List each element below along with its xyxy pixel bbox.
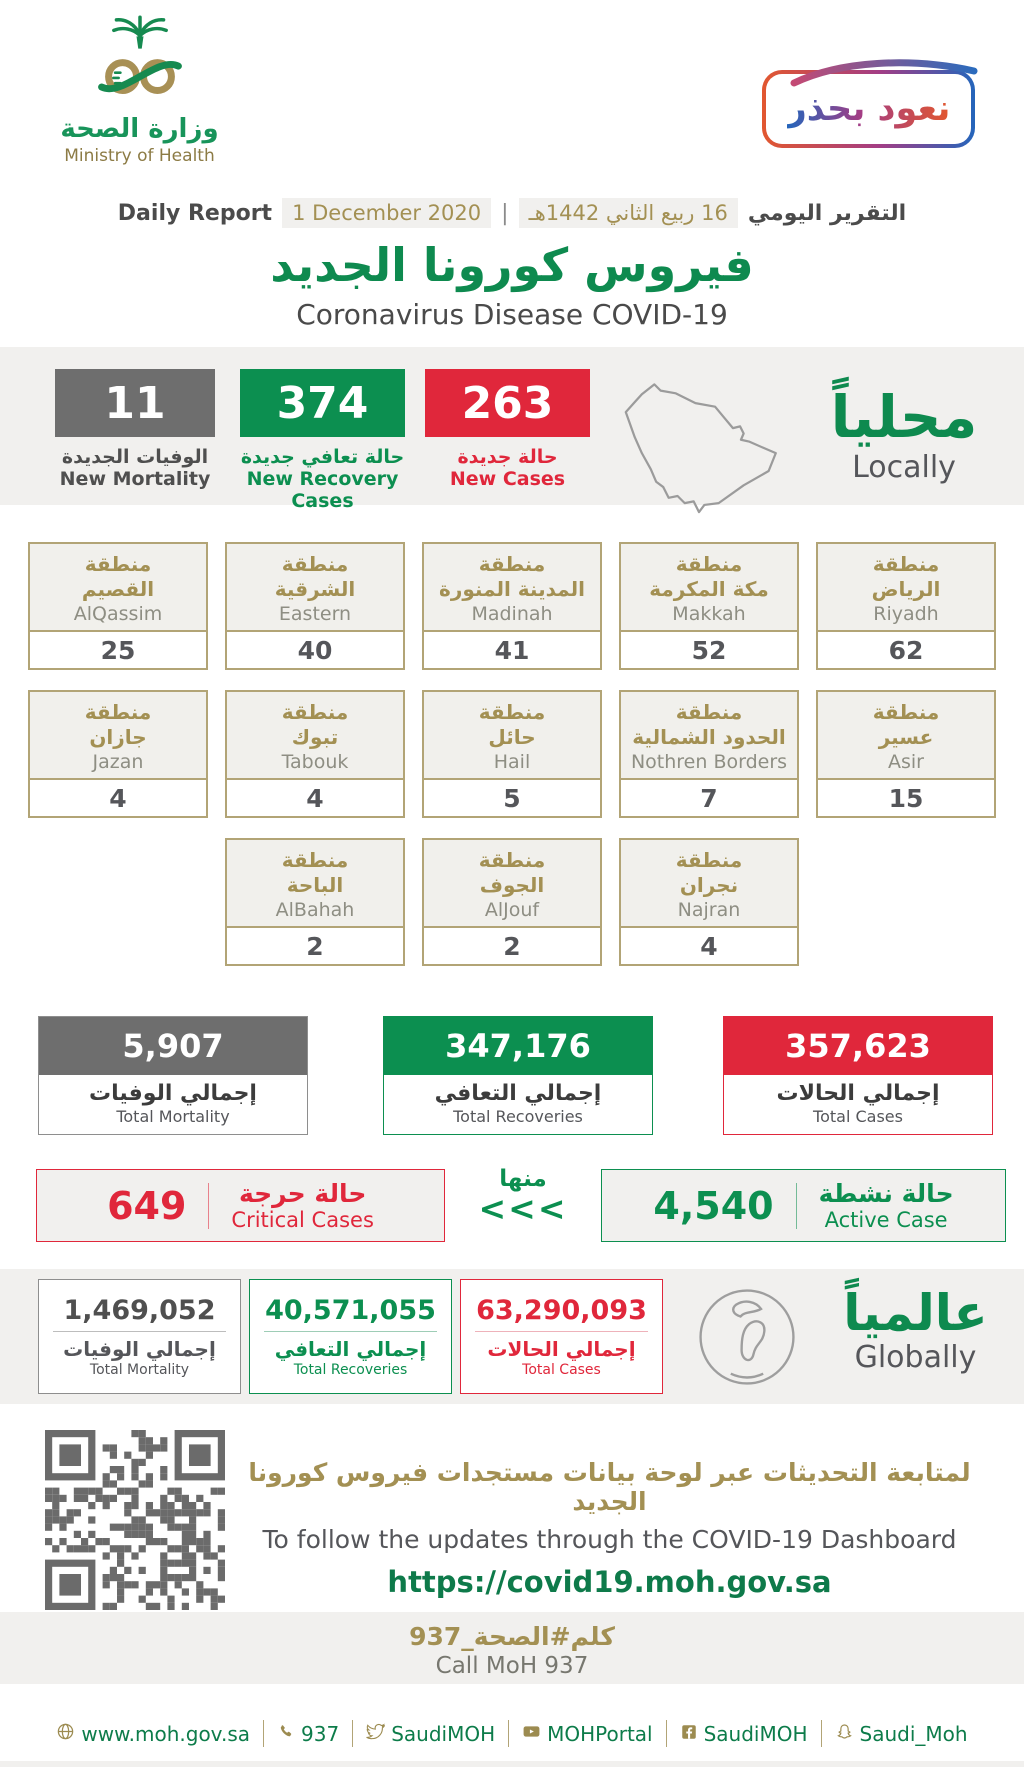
of-which-connector (445, 1166, 601, 1228)
new-mortality-label-en: New Mortality (59, 468, 211, 490)
region-card-najran (619, 838, 799, 966)
region-name-ar: نجران (679, 873, 739, 897)
globally-heading-en: Globally (854, 1339, 977, 1375)
region-card-madinah (422, 542, 602, 670)
total-mortality-label-en: Total Mortality (116, 1107, 230, 1126)
twitter-icon (366, 1722, 385, 1745)
totals-row (38, 1016, 1024, 1135)
new-mortality-stat (55, 369, 215, 490)
total-cases-label-en: Total Cases (813, 1107, 903, 1126)
region-name-ar: جازان (89, 725, 147, 749)
date-separator: | (501, 200, 509, 226)
active-cases-label-ar: حالة نشطة (818, 1179, 954, 1208)
divider (352, 1720, 353, 1747)
footer-link-youtube[interactable]: MOHPortal (522, 1722, 653, 1746)
divider (508, 1720, 509, 1747)
global-recoveries-label-en: Total Recoveries (293, 1362, 408, 1378)
total-mortality-box (38, 1016, 308, 1135)
region-prefix: منطقة (281, 552, 349, 576)
daily-report-label-en: Daily Report (117, 200, 273, 226)
new-recovery-label-ar: حالة تعافي جديدة (240, 446, 405, 468)
divider (796, 1183, 797, 1229)
divider (475, 1331, 648, 1332)
footer-link-facebook[interactable]: SaudiMOH (680, 1722, 808, 1746)
dashboard-section (45, 1430, 994, 1612)
region-cards (28, 542, 996, 966)
locally-heading-ar: محلياً (830, 383, 978, 451)
global-recoveries-label-ar: إجمالي التعافي (274, 1337, 427, 1361)
region-prefix: منطقة (84, 552, 152, 576)
total-cases-box (723, 1016, 993, 1135)
footer-link-phone[interactable]: 937 (277, 1722, 339, 1746)
region-card-jazan (28, 690, 208, 818)
dashboard-text (225, 1430, 994, 1612)
logo-name-ar: وزارة الصحة (60, 114, 219, 144)
divider (263, 1720, 264, 1747)
region-name-en: Riyadh (873, 603, 939, 625)
footer-links (0, 1684, 1024, 1747)
footer-link-website[interactable]: www.moh.gov.sa (56, 1722, 250, 1746)
new-recovery-stat (240, 369, 405, 512)
logo-name-en: Ministry of Health (64, 146, 215, 166)
region-name-en: Madinah (471, 603, 553, 625)
gregorian-date: 1 December 2020 (282, 198, 491, 228)
globe-icon (693, 1283, 801, 1395)
region-value: 25 (30, 630, 206, 668)
region-row-2 (28, 690, 996, 818)
divider (666, 1720, 667, 1747)
globally-heading (813, 1279, 1018, 1375)
region-card-aljouf (422, 838, 602, 966)
region-card-northern-borders (619, 690, 799, 818)
region-name-ar: القصيم (81, 577, 155, 601)
region-prefix: منطقة (478, 552, 546, 576)
global-cases-label-en: Total Cases (522, 1362, 601, 1378)
region-name-en: AlJouf (484, 899, 540, 921)
global-recoveries-value: 40,571,055 (265, 1295, 436, 1326)
critical-cases-label-en: Critical Cases (231, 1208, 374, 1232)
region-value: 40 (227, 630, 403, 668)
saudi-map-icon (604, 371, 794, 525)
region-card-eastern (225, 542, 405, 670)
region-row-1 (28, 542, 996, 670)
region-value: 62 (818, 630, 994, 668)
global-mortality-box (38, 1279, 241, 1394)
region-name-ar: الرياض (871, 577, 941, 601)
region-row-3 (28, 838, 996, 966)
region-card-albahah (225, 838, 405, 966)
dashboard-line-en: To follow the updates through the COVID-19 Dashboard (262, 1525, 957, 1554)
region-name-en: Eastern (278, 603, 352, 625)
total-recoveries-value: 347,176 (384, 1017, 652, 1075)
youtube-icon (522, 1722, 541, 1745)
dashboard-url-link[interactable]: https://covid19.moh.gov.sa (387, 1565, 832, 1599)
region-name-ar: تبوك (291, 725, 339, 749)
region-prefix: منطقة (281, 700, 349, 724)
region-card-riyadh (816, 542, 996, 670)
region-prefix: منطقة (675, 848, 743, 872)
region-name-en: Tabouk (281, 751, 349, 773)
global-stats-band (0, 1269, 1024, 1404)
date-row (0, 198, 1024, 228)
locally-heading-en: Locally (852, 449, 956, 485)
region-card-makkah (619, 542, 799, 670)
region-value: 5 (424, 778, 600, 816)
region-name-en: Jazan (92, 751, 144, 773)
global-cases-label-ar: إجمالي الحالات (487, 1337, 636, 1361)
return-with-caution-badge (762, 70, 975, 148)
global-cases-value: 63,290,093 (476, 1295, 647, 1326)
total-recoveries-label-ar: إجمالي التعافي (434, 1081, 602, 1106)
region-name-ar: الحدود الشمالية (632, 725, 786, 749)
region-name-ar: عسير (878, 725, 934, 749)
region-name-ar: حائل (488, 725, 536, 749)
new-cases-label-ar: حالة جديدة (457, 446, 558, 468)
badge-swoosh-icon (760, 55, 978, 91)
region-value: 7 (621, 778, 797, 816)
globally-heading-ar: عالمياً (843, 1284, 988, 1342)
region-name-en: AlQassim (73, 603, 163, 625)
divider (53, 1331, 226, 1332)
critical-cases-box (36, 1169, 445, 1242)
region-card-alqassim (28, 542, 208, 670)
region-card-asir (816, 690, 996, 818)
page-title-en: Coronavirus Disease COVID-19 (296, 298, 728, 331)
region-name-en: Makkah (672, 603, 746, 625)
region-name-en: Nothren Borders (630, 751, 788, 773)
total-recoveries-box (383, 1016, 653, 1135)
global-mortality-label-ar: إجمالي الوفيات (63, 1337, 216, 1361)
region-prefix: منطقة (281, 848, 349, 872)
header (0, 0, 1024, 172)
divider (264, 1331, 437, 1332)
dashboard-line-ar: لمتابعة التحديثات عبر لوحة بيانات مستجدات فيروس كورونا الجديد (248, 1458, 971, 1516)
footer-link-snapchat[interactable]: Saudi_Moh (835, 1722, 968, 1746)
region-card-tabouk (225, 690, 405, 818)
new-cases-value: 263 (425, 369, 590, 437)
qr-code (45, 1430, 225, 1610)
new-cases-stat (425, 369, 590, 490)
total-mortality-label-ar: إجمالي الوفيات (89, 1081, 257, 1106)
new-mortality-value: 11 (55, 369, 215, 437)
region-prefix: منطقة (84, 700, 152, 724)
region-name-ar: مكة المكرمة (649, 577, 769, 601)
call-label-en: Call MoH 937 (435, 1653, 589, 1679)
new-recovery-label-en: New Recovery Cases (246, 468, 399, 512)
region-value: 4 (227, 778, 403, 816)
locally-heading (804, 369, 1004, 485)
region-prefix: منطقة (872, 552, 940, 576)
bottom-strip (0, 1761, 1024, 1767)
total-cases-label-ar: إجمالي الحالات (776, 1081, 940, 1106)
region-prefix: منطقة (478, 848, 546, 872)
global-recoveries-box (249, 1279, 452, 1394)
region-value: 4 (621, 926, 797, 964)
active-cases-value: 4,540 (653, 1183, 774, 1228)
footer-link-twitter[interactable]: SaudiMOH (366, 1722, 495, 1746)
global-cases-box (460, 1279, 663, 1394)
region-name-en: Asir (888, 751, 924, 773)
divider (208, 1183, 209, 1229)
region-prefix: منطقة (675, 700, 743, 724)
region-prefix: منطقة (478, 700, 546, 724)
critical-cases-value: 649 (107, 1183, 187, 1228)
total-cases-value: 357,623 (724, 1017, 992, 1075)
daily-report-label-ar: التقرير اليومي (747, 200, 907, 226)
region-value: 41 (424, 630, 600, 668)
region-value: 52 (621, 630, 797, 668)
active-cases-box (601, 1169, 1006, 1242)
globe-icon (56, 1722, 75, 1745)
global-mortality-label-en: Total Mortality (89, 1362, 190, 1378)
chevrons-left-icon: <<< (478, 1189, 568, 1228)
moh-logo (52, 12, 227, 166)
region-value: 15 (818, 778, 994, 816)
critical-cases-label-ar: حالة حرجة (238, 1179, 367, 1208)
region-value: 2 (227, 926, 403, 964)
region-value: 4 (30, 778, 206, 816)
new-mortality-label-ar: الوفيات الجديدة (61, 446, 209, 468)
moh-logo-icon (80, 93, 200, 112)
call-band (0, 1612, 1024, 1684)
local-stats-band (0, 347, 1024, 512)
badge-text: نعود بحذر (786, 89, 951, 129)
region-name-ar: المدينة المنورة (439, 577, 585, 601)
total-mortality-value: 5,907 (39, 1017, 307, 1075)
snapchat-icon (835, 1722, 854, 1745)
region-card-hail (422, 690, 602, 818)
call-hashtag: كلم#الصحة_937 (409, 1622, 615, 1651)
new-cases-label-en: New Cases (449, 468, 566, 490)
region-prefix: منطقة (675, 552, 743, 576)
divider (821, 1720, 822, 1747)
critical-active-row (36, 1166, 1006, 1242)
facebook-icon (680, 1723, 698, 1745)
region-value: 2 (424, 926, 600, 964)
phone-icon (277, 1723, 295, 1745)
region-name-en: Hail (493, 751, 531, 773)
new-recovery-value: 374 (240, 369, 405, 437)
page-title-ar: فيروس كورونا الجديد (270, 238, 754, 292)
region-name-en: AlBahah (275, 899, 355, 921)
active-cases-label-en: Active Case (824, 1208, 948, 1232)
region-name-en: Najran (677, 899, 741, 921)
region-name-ar: الجوف (479, 873, 545, 897)
region-name-ar: الباحة (286, 873, 344, 897)
region-prefix: منطقة (872, 700, 940, 724)
total-recoveries-label-en: Total Recoveries (453, 1107, 583, 1126)
region-name-ar: الشرقية (274, 577, 356, 601)
of-which-label: منها (499, 1166, 547, 1192)
global-mortality-value: 1,469,052 (63, 1295, 216, 1326)
hijri-date: 16 ربيع الثاني 1442هـ (519, 198, 738, 228)
